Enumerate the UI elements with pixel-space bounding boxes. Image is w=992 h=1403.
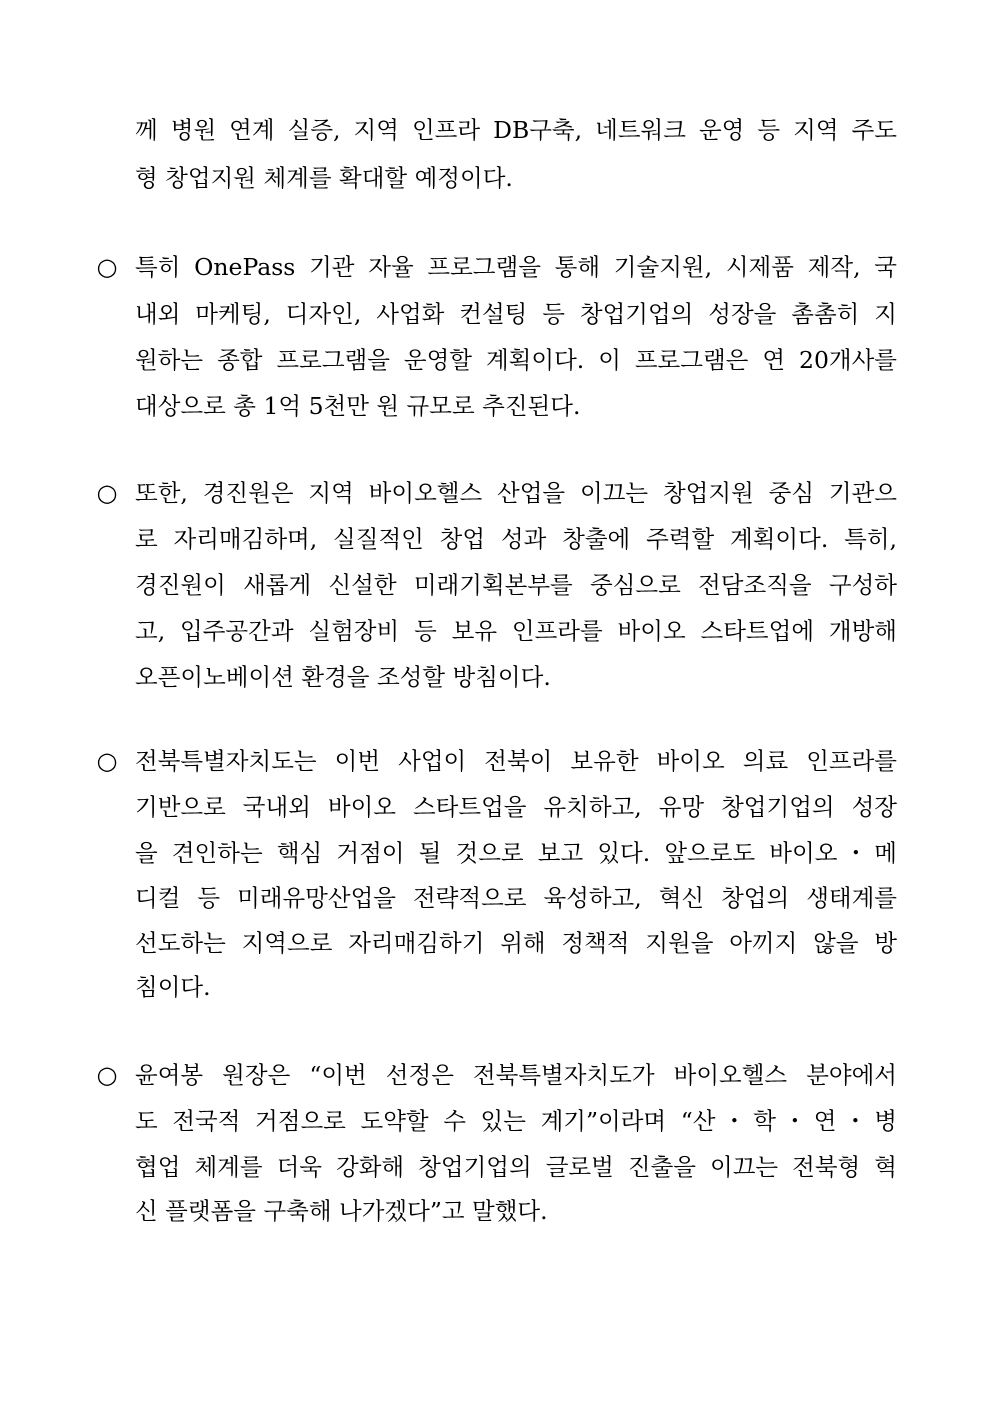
text-line: 원하는 종합 프로그램을 운영할 계획이다. 이 프로그램은 연 20개사를 [135, 346, 897, 374]
text-line: 경진원이 새롭게 신설한 미래기획본부를 중심으로 전담조직을 구성하 [135, 571, 897, 599]
text-line: 선도하는 지역으로 자리매김하기 위해 정책적 지원을 아끼지 않을 방 [135, 929, 897, 957]
text-line: 고, 입주공간과 실험장비 등 보유 인프라를 바이오 스타트업에 개방해 [135, 617, 897, 645]
text-line: 도 전국적 거점으로 도약할 수 있는 계기”이라며 “산・학・연・병 [135, 1107, 897, 1135]
circle-bullet-icon: ○ [96, 479, 118, 507]
text-line: 특히 OnePass 기관 자율 프로그램을 통해 기술지원, 시제품 제작, 국 [135, 253, 897, 281]
text-line: 전북특별자치도는 이번 사업이 전북이 보유한 바이오 의료 인프라를 [135, 747, 897, 775]
text-line: 내외 마케팅, 디자인, 사업화 컨설팅 등 창업기업의 성장을 촘촘히 지 [135, 300, 897, 328]
text-line: 윤여봉 원장은 “이번 선정은 전북특별자치도가 바이오헬스 분야에서 [135, 1061, 897, 1089]
circle-bullet-icon: ○ [96, 1061, 118, 1089]
text-line: 형 창업지원 체계를 확대할 예정이다. [135, 164, 513, 192]
text-line: 신 플랫폼을 구축해 나가겠다”고 말했다. [135, 1197, 548, 1225]
text-line: 을 견인하는 핵심 거점이 될 것으로 보고 있다. 앞으로도 바이오・메 [135, 839, 897, 867]
text-line: 침이다. [135, 973, 211, 1001]
text-line: 대상으로 총 1억 5천만 원 규모로 추진된다. [135, 392, 581, 420]
text-line: 오픈이노베이션 환경을 조성할 방침이다. [135, 663, 551, 691]
text-line: 로 자리매김하며, 실질적인 창업 성과 창출에 주력할 계획이다. 특히, [135, 525, 897, 553]
text-line: 협업 체계를 더욱 강화해 창업기업의 글로벌 진출을 이끄는 전북형 혁 [135, 1153, 897, 1181]
circle-bullet-icon: ○ [96, 747, 118, 775]
text-line: 또한, 경진원은 지역 바이오헬스 산업을 이끄는 창업지원 중심 기관으 [135, 479, 897, 507]
text-line: 디컬 등 미래유망산업을 전략적으로 육성하고, 혁신 창업의 생태계를 [135, 884, 897, 912]
text-line: 께 병원 연계 실증, 지역 인프라 DB구축, 네트워크 운영 등 지역 주도 [135, 116, 897, 144]
text-line: 기반으로 국내외 바이오 스타트업을 유치하고, 유망 창업기업의 성장 [135, 793, 897, 821]
circle-bullet-icon: ○ [96, 253, 118, 281]
